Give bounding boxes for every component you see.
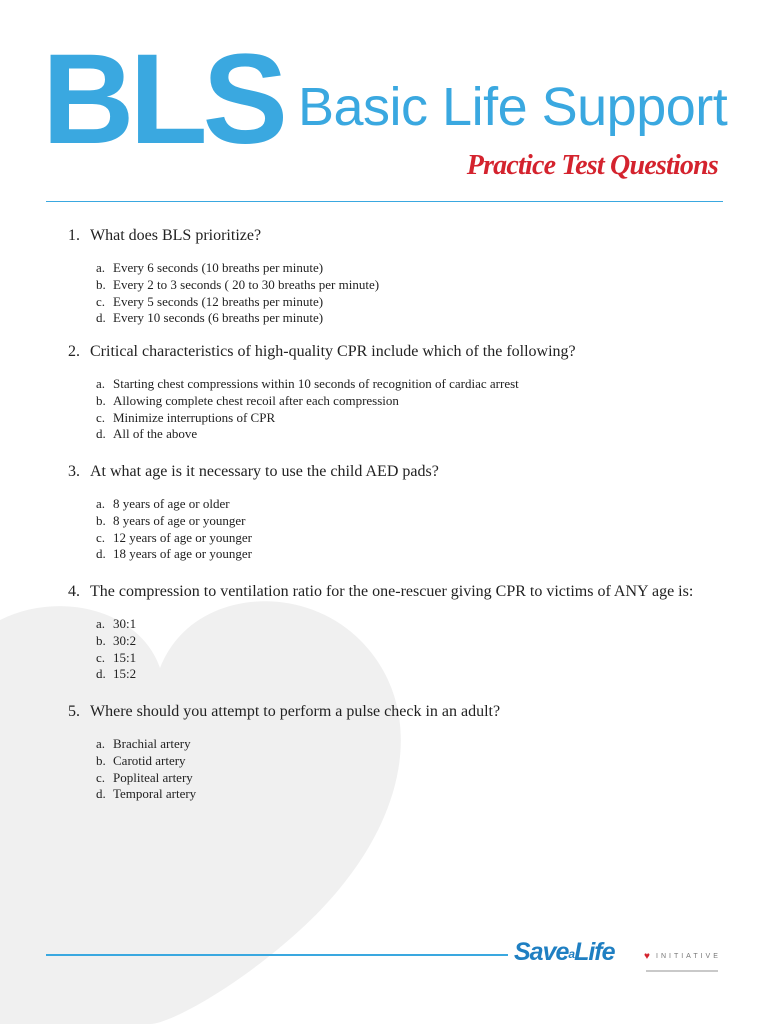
answer-option xyxy=(68,376,748,393)
answer-options xyxy=(68,616,748,683)
answer-option xyxy=(68,260,748,277)
page-subtitle: Basic Life Support xyxy=(298,77,728,137)
question-5 xyxy=(68,702,748,803)
page-header xyxy=(0,0,768,210)
option-letter: b. xyxy=(96,632,106,648)
answer-option xyxy=(68,736,748,753)
answer-option xyxy=(68,530,748,547)
answer-option xyxy=(68,277,748,294)
question-number: 4. xyxy=(68,583,80,600)
logo-life-text: Life xyxy=(574,938,615,966)
question-heading xyxy=(68,226,748,246)
question-number: 3. xyxy=(68,463,80,480)
option-letter: b. xyxy=(96,512,106,528)
footer-divider xyxy=(46,954,508,956)
answer-option xyxy=(68,770,748,787)
option-text: 15:2 xyxy=(113,666,137,682)
option-text: 8 years of age or younger xyxy=(113,512,246,528)
option-letter: c. xyxy=(96,769,106,785)
answer-option xyxy=(68,410,748,427)
option-letter: a. xyxy=(96,616,106,631)
answer-option xyxy=(68,633,748,650)
answer-options xyxy=(68,496,748,563)
option-text: Every 10 seconds (6 breaths per minute) xyxy=(113,310,324,326)
question-heading xyxy=(68,702,748,722)
option-text: 8 years of age or older xyxy=(113,496,230,511)
option-letter: d. xyxy=(96,786,106,802)
option-letter: d. xyxy=(96,310,106,326)
answer-option xyxy=(68,546,748,563)
option-letter: a. xyxy=(96,376,106,391)
option-letter: d. xyxy=(96,426,106,442)
logo-save-text: Save xyxy=(514,938,569,966)
option-letter: c. xyxy=(96,409,106,425)
option-text: Every 5 seconds (12 breaths per minute) xyxy=(113,293,324,309)
question-heading xyxy=(68,342,748,362)
answer-option xyxy=(68,786,748,803)
answer-option xyxy=(68,393,748,410)
question-text: At what age is it necessary to use the child AED pads? xyxy=(90,463,439,480)
option-text: Temporal artery xyxy=(113,786,197,802)
answer-options xyxy=(68,376,748,443)
answer-option xyxy=(68,496,748,513)
question-text: The compression to ventilation ratio for the one-rescuer giving CPR to victims of ANY age is: xyxy=(90,583,694,600)
option-text: 18 years of age or younger xyxy=(113,546,252,562)
question-number: 2. xyxy=(68,343,80,360)
option-text: All of the above xyxy=(113,426,198,442)
practice-test-title: Practice Test Questions xyxy=(466,150,718,181)
logo-underline xyxy=(646,970,718,972)
question-4 xyxy=(68,582,748,683)
question-number: 1. xyxy=(68,227,80,244)
option-text: Brachial artery xyxy=(113,736,191,751)
option-letter: d. xyxy=(96,666,106,682)
question-2 xyxy=(68,342,748,443)
option-letter: a. xyxy=(96,736,106,751)
answer-option xyxy=(68,616,748,633)
option-letter: a. xyxy=(96,260,106,275)
option-letter: b. xyxy=(96,392,106,408)
answer-option xyxy=(68,753,748,770)
answer-option xyxy=(68,426,748,443)
answer-option xyxy=(68,294,748,311)
answer-option xyxy=(68,666,748,683)
question-heading xyxy=(68,582,748,602)
option-text: 30:2 xyxy=(113,632,137,648)
option-letter: c. xyxy=(96,529,106,545)
question-heading xyxy=(68,462,748,482)
logo-a-text: a xyxy=(568,947,575,961)
logo-wordmark xyxy=(514,940,615,965)
answer-option xyxy=(68,310,748,327)
answer-options xyxy=(68,260,748,327)
option-letter: c. xyxy=(96,649,106,665)
logo-heart-icon: ♥ xyxy=(644,951,650,962)
save-a-life-logo xyxy=(514,940,724,980)
question-text: Where should you attempt to perform a pulse check in an adult? xyxy=(90,703,501,720)
option-text: 30:1 xyxy=(113,616,137,631)
option-letter: c. xyxy=(96,293,106,309)
option-text: 15:1 xyxy=(113,649,137,665)
option-letter: a. xyxy=(96,496,106,511)
option-text: Popliteal artery xyxy=(113,769,193,785)
option-text: Allowing complete chest recoil after each compression xyxy=(113,392,399,408)
option-text: Carotid artery xyxy=(113,752,186,768)
question-1 xyxy=(68,226,748,327)
option-text: Minimize interruptions of CPR xyxy=(113,409,276,425)
answer-options xyxy=(68,736,748,803)
option-letter: b. xyxy=(96,276,106,292)
option-text: 12 years of age or younger xyxy=(113,529,252,545)
logo-initiative-text: INITIATIVE xyxy=(656,953,721,960)
question-text: Critical characteristics of high-quality CPR include which of the following? xyxy=(90,343,576,360)
option-text: Every 2 to 3 seconds ( 20 to 30 breaths per minute) xyxy=(113,276,380,292)
option-letter: d. xyxy=(96,546,106,562)
answer-option xyxy=(68,513,748,530)
question-text: What does BLS prioritize? xyxy=(90,227,262,244)
question-3 xyxy=(68,462,748,563)
bls-logo-text: BLS xyxy=(42,28,283,171)
option-text: Starting chest compressions within 10 seconds of recognition of cardiac arrest xyxy=(113,376,519,391)
option-letter: b. xyxy=(96,752,106,768)
option-text: Every 6 seconds (10 breaths per minute) xyxy=(113,260,324,275)
question-number: 5. xyxy=(68,703,80,720)
header-divider xyxy=(46,201,723,202)
answer-option xyxy=(68,650,748,667)
